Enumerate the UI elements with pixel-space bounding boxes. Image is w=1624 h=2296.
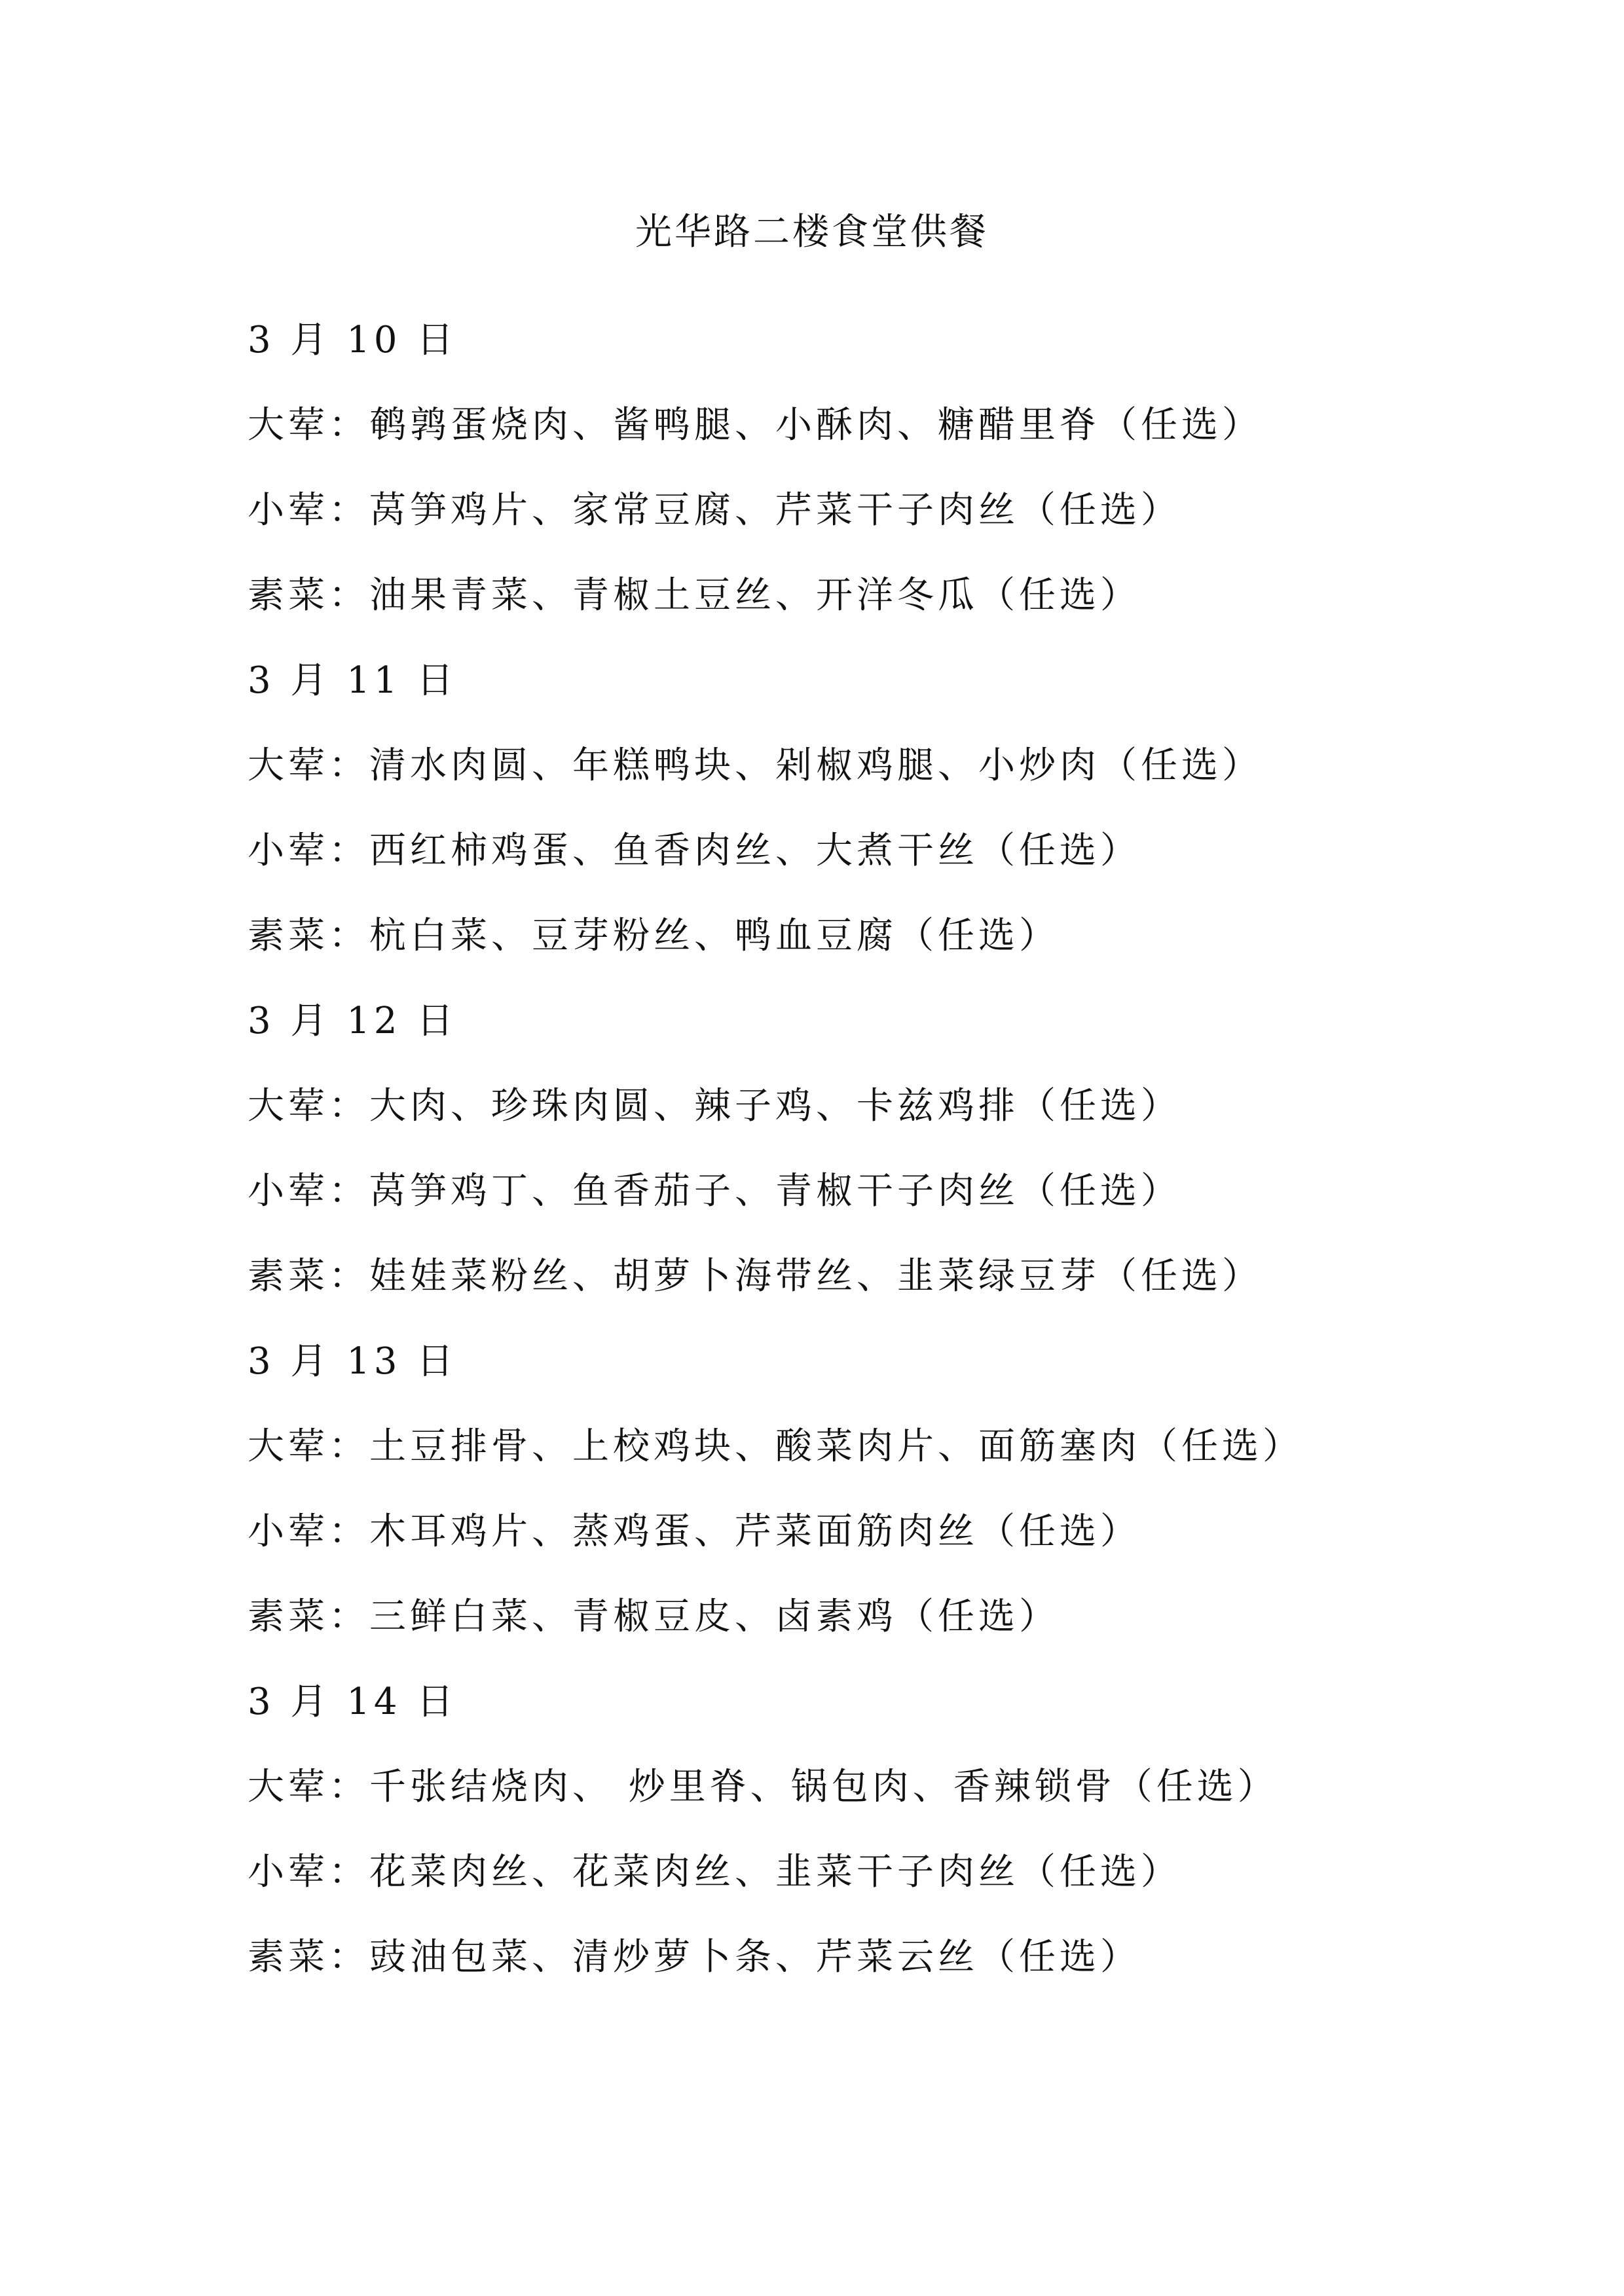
day-date: 3 月 14 日: [248, 1681, 458, 1723]
menu-row-major-meat: 大荤：千张结烧肉、 炒里脊、锅包肉、香辣锁骨（任选）: [248, 1766, 1278, 1808]
menu-row-vegetable: 素菜：杭白菜、豆芽粉丝、鸭血豆腐（任选）: [248, 915, 1060, 957]
menu-row-vegetable: 素菜：娃娃菜粉丝、胡萝卜海带丝、韭菜绿豆芽（任选）: [248, 1255, 1263, 1298]
page-title: 光华路二楼食堂供餐: [635, 211, 989, 253]
menu-row-vegetable: 素菜：豉油包菜、清炒萝卜条、芹菜云丝（任选）: [248, 1936, 1141, 1978]
menu-row-minor-meat: 小荤：花菜肉丝、花菜肉丝、韭菜干子肉丝（任选）: [248, 1851, 1181, 1893]
menu-row-major-meat: 大荤：鹌鹑蛋烧肉、酱鸭腿、小酥肉、糖醋里脊（任选）: [248, 404, 1263, 446]
menu-row-minor-meat: 小荤：西红柿鸡蛋、鱼香肉丝、大煮干丝（任选）: [248, 829, 1141, 872]
menu-row-vegetable: 素菜：三鲜白菜、青椒豆皮、卤素鸡（任选）: [248, 1595, 1060, 1638]
menu-row-major-meat: 大荤：清水肉圆、年糕鸭块、剁椒鸡腿、小炒肉（任选）: [248, 744, 1263, 787]
menu-row-minor-meat: 小荤：木耳鸡片、蒸鸡蛋、芹菜面筋肉丝（任选）: [248, 1510, 1141, 1553]
menu-row-minor-meat: 小荤：莴笋鸡片、家常豆腐、芹菜干子肉丝（任选）: [248, 489, 1181, 532]
menu-row-major-meat: 大荤：土豆排骨、上校鸡块、酸菜肉片、面筋塞肉（任选）: [248, 1425, 1303, 1468]
menu-row-major-meat: 大荤：大肉、珍珠肉圆、辣子鸡、卡兹鸡排（任选）: [248, 1085, 1181, 1127]
day-date: 3 月 12 日: [248, 1000, 458, 1042]
day-date: 3 月 13 日: [248, 1340, 458, 1383]
menu-content: [248, 298, 1492, 2000]
day-date: 3 月 10 日: [248, 319, 458, 361]
menu-row-vegetable: 素菜：油果青菜、青椒土豆丝、开洋冬瓜（任选）: [248, 574, 1141, 617]
day-date: 3 月 11 日: [248, 659, 458, 702]
menu-row-minor-meat: 小荤：莴笋鸡丁、鱼香茄子、青椒干子肉丝（任选）: [248, 1170, 1181, 1212]
